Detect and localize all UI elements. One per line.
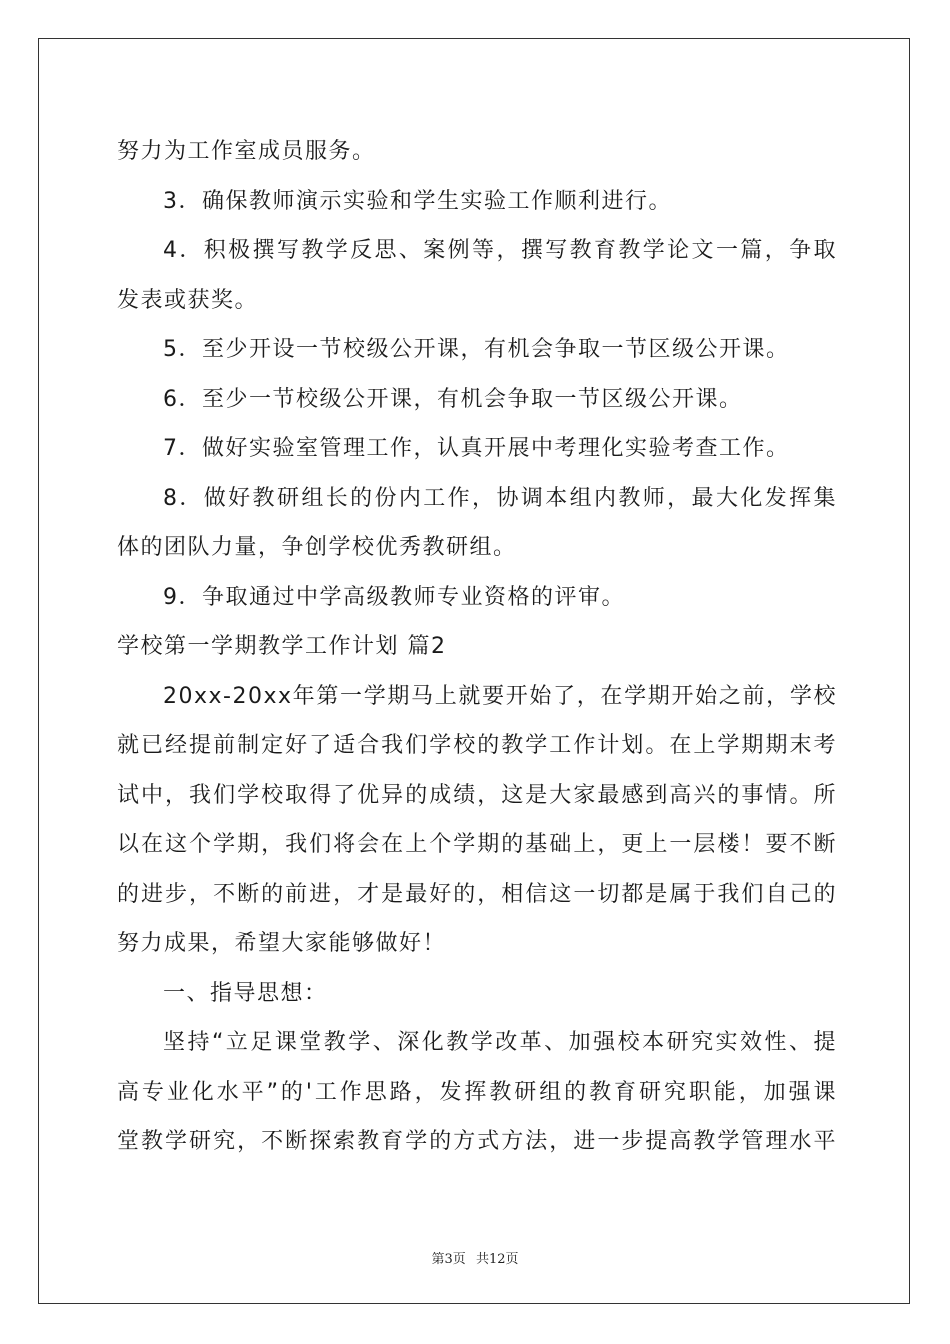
text-line: 6．至少一节校级公开课，有机会争取一节区级公开课。 (163, 386, 743, 412)
text-line: 以在这个学期，我们将会在上个学期的基础上，更上一层楼！要不断 (117, 832, 837, 857)
page-footer (0, 1248, 950, 1267)
text-line: 5．至少开设一节校级公开课，有机会争取一节区级公开课。 (163, 337, 790, 362)
text-line: 试中，我们学校取得了优异的成绩，这是大家最感到高兴的事情。所 (117, 782, 837, 808)
page-total: 共12页 (475, 1252, 519, 1267)
text-line: 体的团队力量，争创学校优秀教研组。 (117, 535, 517, 560)
text-line: 堂教学研究，不断探索教育学的方式方法，进一步提高教学管理水平 (117, 1129, 837, 1154)
text-line: 努力成果，希望大家能够做好！ (117, 931, 447, 956)
text-line: 坚持“立足课堂教学、深化教学改革、加强校本研究实效性、提 (163, 1030, 837, 1055)
subsection-heading: 一、指导思想： (163, 980, 328, 1006)
text-line: 3．确保教师演示实验和学生实验工作顺利进行。 (163, 188, 672, 214)
text-line: 20xx-20xx年第一学期马上就要开始了，在学期开始之前，学校 (163, 683, 837, 709)
text-line: 努力为工作室成员服务。 (117, 139, 376, 164)
text-line: 9．争取通过中学高级教师专业资格的评审。 (163, 584, 625, 610)
text-line: 就已经提前制定好了适合我们学校的教学工作计划。在上学期期末考 (117, 733, 837, 758)
document-body (117, 127, 837, 1167)
text-line: 8．做好教研组长的份内工作，协调本组内教师，最大化发挥集 (163, 485, 837, 511)
text-line: 发表或获奖。 (117, 287, 259, 313)
text-line: 4．积极撰写教学反思、案例等，撰写教育教学论文一篇，争取 (163, 238, 837, 263)
text-line: 7．做好实验室管理工作，认真开展中考理化实验考查工作。 (163, 436, 790, 461)
text-line: 的进步，不断的前进，才是最好的，相信这一切都是属于我们自己的 (117, 881, 837, 907)
section-heading: 学校第一学期教学工作计划 篇2 (117, 634, 447, 659)
text-line: 高专业化水平”的'工作思路，发挥教研组的教育研究职能，加强课 (117, 1079, 837, 1105)
page-number: 第3页 (431, 1252, 466, 1267)
